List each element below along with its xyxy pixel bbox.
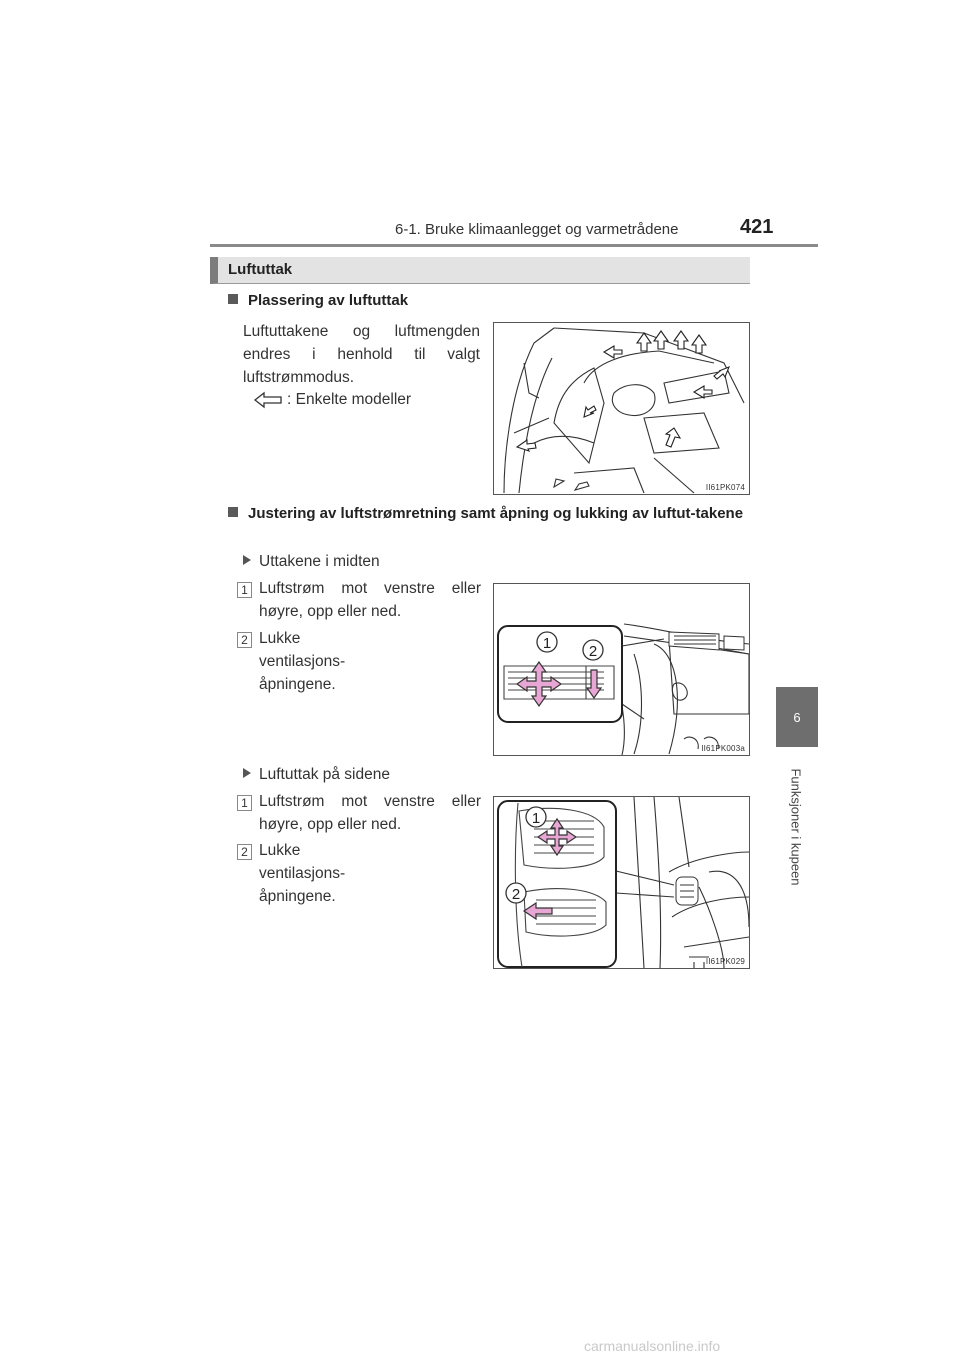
square-bullet-icon (228, 507, 238, 517)
side-vents-heading (243, 763, 390, 786)
page-number: 421 (740, 216, 774, 238)
triangle-bullet-icon (243, 555, 251, 565)
chapter-tab-number: 6 (793, 709, 801, 725)
center-vents-heading (243, 550, 380, 573)
side-item-2: Lukke ventilasjons-åpningene. (259, 842, 346, 905)
square-bullet-icon (228, 294, 238, 304)
callout-2: 2 (588, 643, 598, 660)
side-vents-heading-text: Luftuttak på sidene (259, 766, 390, 783)
legend-row (253, 388, 463, 412)
subsection-heading-location-text: Plassering av luftuttak (248, 292, 409, 309)
figure-code: II61PK029 (705, 957, 745, 966)
callout-1: 1 (531, 810, 541, 827)
item-number-badge: 2 (237, 632, 252, 648)
center-vent-illustration (494, 584, 749, 755)
callout-2: 2 (511, 886, 521, 903)
item-number-badge: 2 (237, 844, 252, 860)
subsection-heading-adjust-text: Justering av luftstrømretning samt åpning og lukking av luftut-takene (248, 505, 744, 522)
item-number-badge: 1 (237, 582, 252, 598)
legend-text: : Enkelte modeller (287, 391, 412, 408)
center-vents-heading-text: Uttakene i midten (259, 553, 380, 570)
car-interior-illustration (494, 323, 749, 494)
chapter-tab-label (786, 762, 806, 892)
chapter-tab (776, 687, 818, 747)
chapter-tab-label-text: Funksjoner i kupeen (788, 768, 804, 886)
section-title: Luftuttak (228, 261, 293, 278)
figure-side-vents (493, 796, 750, 969)
figure-code: II61PK003a (701, 744, 745, 753)
section-heading (210, 257, 750, 284)
callout-1: 1 (542, 635, 552, 652)
triangle-bullet-icon (243, 768, 251, 778)
location-paragraph: Luftuttakene og luftmengden endres i henhold til valgt luftstrømmodus. (243, 323, 480, 386)
outline-arrow-icon (253, 390, 283, 410)
item-number-badge: 1 (237, 795, 252, 811)
figure-code: II61PK074 (705, 483, 745, 492)
side-vent-illustration (494, 797, 749, 968)
header-rule (210, 244, 818, 247)
figure-vent-locations (493, 322, 750, 495)
center-item-1: Luftstrøm mot venstre eller høyre, opp eller ned. (259, 580, 481, 620)
center-item-2: Lukke ventilasjons-åpningene. (259, 630, 346, 693)
subsection-heading-location (228, 292, 408, 309)
figure-center-vents (493, 583, 750, 756)
subsection-heading-adjust (228, 502, 750, 526)
footer-watermark: carmanualsonline.info (584, 1338, 721, 1354)
side-item-1: Luftstrøm mot venstre eller høyre, opp eller ned. (259, 793, 481, 833)
chapter-title: 6-1. Bruke klimaanlegget og varmetrådene (395, 221, 679, 238)
